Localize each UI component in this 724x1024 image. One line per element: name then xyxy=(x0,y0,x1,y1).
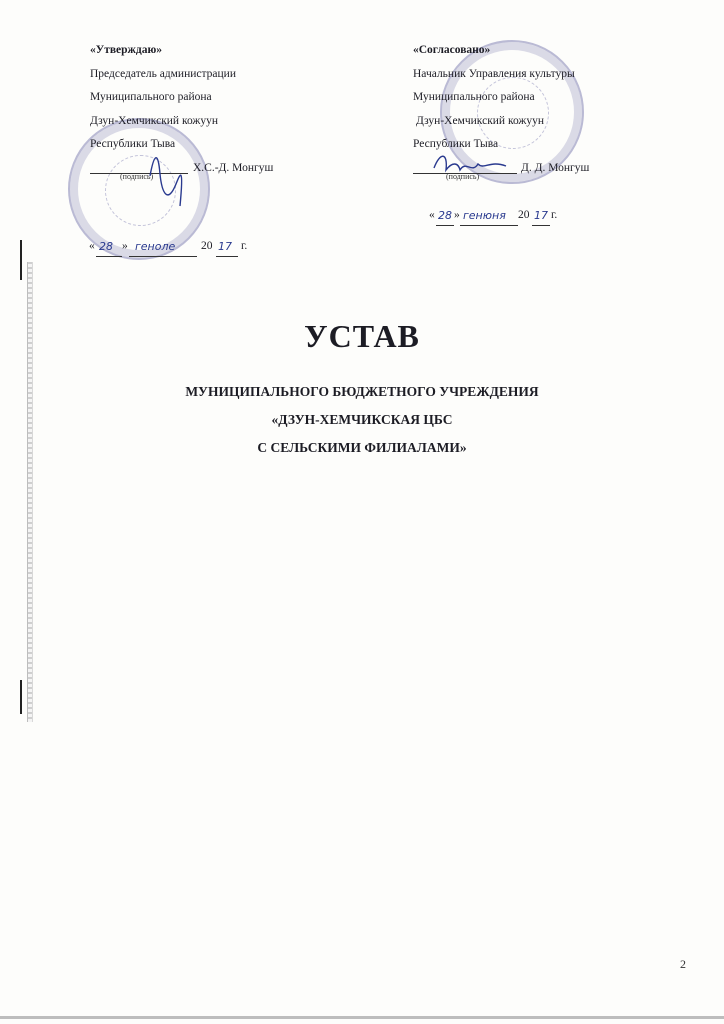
date-year-handwritten: 17 xyxy=(534,209,548,222)
approval-kozhuun-line: Дзун-Хемчикский кожуун xyxy=(416,114,545,127)
scan-edge xyxy=(0,1016,724,1019)
approval-position-line: Председатель администрации xyxy=(90,67,236,80)
signer-name: Х.С.-Д. Монгуш xyxy=(193,161,274,174)
date-close-quote: » xyxy=(454,209,460,221)
handwritten-signature-right xyxy=(430,150,510,180)
signature-caption: (подпись) xyxy=(120,171,154,181)
approval-district-line: Муниципального района xyxy=(90,91,212,103)
date-day-handwritten: 28 xyxy=(438,209,452,222)
binding-mark-top xyxy=(20,240,22,280)
approval-kozhuun-line: Дзун-Хемчикский кожуун xyxy=(90,114,219,127)
signer-name: Д. Д. Монгуш xyxy=(521,161,590,174)
date-year-prefix: 20 xyxy=(201,240,213,252)
approval-date-left xyxy=(89,240,269,262)
date-month-handwritten: геноле xyxy=(135,240,176,253)
document-subtitle-line-3: С СЕЛЬСКИМИ ФИЛИАЛАМИ» xyxy=(257,440,467,455)
approval-republic-line: Республики Тыва xyxy=(90,138,176,150)
date-close-quote: » xyxy=(122,240,128,252)
approval-heading: «Утверждаю» xyxy=(90,44,162,56)
date-suffix: г. xyxy=(241,240,248,252)
date-day-handwritten: 28 xyxy=(99,240,113,253)
date-year-prefix: 20 xyxy=(518,209,530,221)
approval-position-line: Начальник Управления культуры xyxy=(413,67,575,80)
binding-mark-bottom xyxy=(20,680,22,714)
page-number: 2 xyxy=(680,957,686,971)
date-month-handwritten: генюня xyxy=(463,209,506,222)
approval-heading: «Согласовано» xyxy=(413,44,491,56)
handwritten-signature-left xyxy=(140,144,200,214)
approval-date-right xyxy=(429,209,609,231)
date-open-quote: « xyxy=(429,209,435,221)
approval-district-line: Муниципального района xyxy=(413,91,535,103)
approval-block-approve xyxy=(90,39,340,180)
date-suffix: г. xyxy=(551,209,558,221)
date-open-quote: « xyxy=(89,240,95,252)
approval-republic-line: Республики Тыва xyxy=(413,138,499,150)
signature-row xyxy=(90,157,340,181)
document-title: УСТАВ xyxy=(304,318,420,354)
signature-caption: (подпись) xyxy=(446,171,480,181)
document-subtitle-line-2: «ДЗУН-ХЕМЧИКСКАЯ ЦБС xyxy=(271,412,453,427)
date-year-handwritten: 17 xyxy=(218,240,232,253)
document-subtitle-line-1: МУНИЦИПАЛЬНОГО БЮДЖЕТНОГО УЧРЕЖДЕНИЯ xyxy=(185,384,539,399)
